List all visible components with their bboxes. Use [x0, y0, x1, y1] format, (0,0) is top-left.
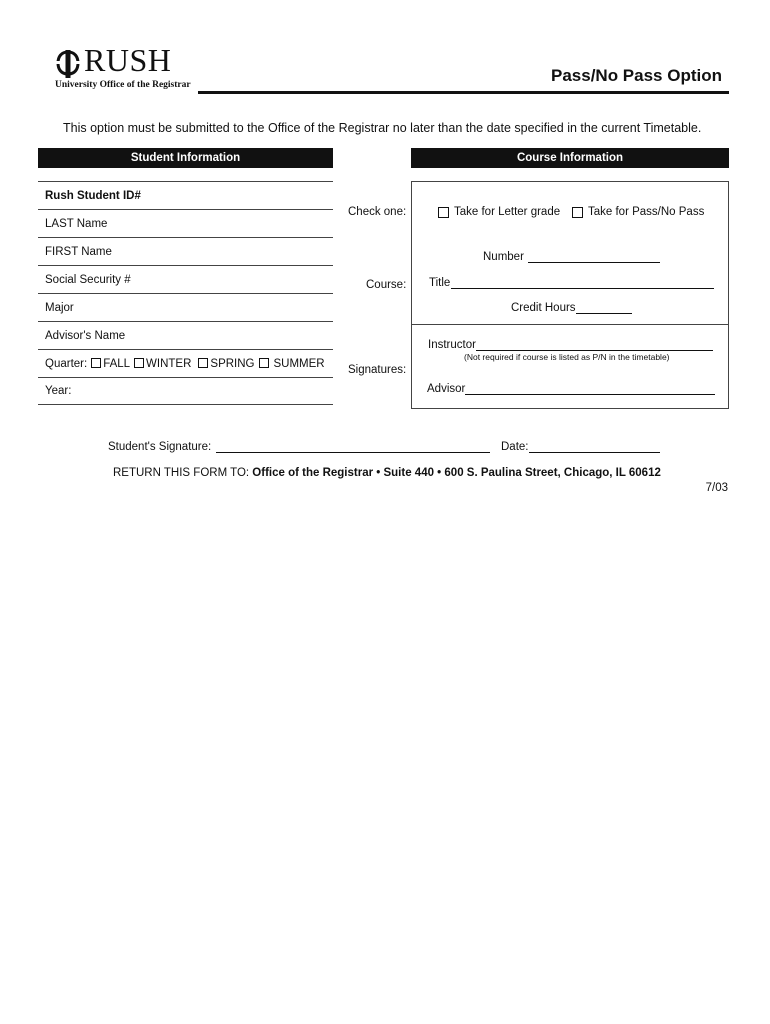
- pass-no-pass-checkbox[interactable]: [572, 207, 583, 218]
- student-info-header: Student Information: [38, 148, 333, 168]
- letter-grade-checkbox[interactable]: [438, 207, 449, 218]
- fall-label: FALL: [103, 357, 131, 370]
- date-field[interactable]: [501, 440, 660, 453]
- instructor-field[interactable]: [428, 338, 713, 351]
- quarter-label: Quarter:: [45, 357, 88, 370]
- logo-subtitle: University Office of the Registrar: [55, 80, 191, 90]
- year-field[interactable]: [38, 377, 333, 405]
- pass-no-pass-label: Take for Pass/No Pass: [588, 206, 705, 218]
- student-signature-line: [216, 440, 490, 453]
- last-name-label: LAST Name: [45, 217, 108, 230]
- course-title-field[interactable]: [429, 276, 714, 289]
- major-field[interactable]: [38, 293, 333, 321]
- course-info-section: [411, 181, 729, 409]
- return-instructions: [113, 467, 661, 479]
- ssn-label: Social Security #: [45, 273, 131, 286]
- return-prefix: RETURN THIS FORM TO:: [113, 467, 250, 479]
- title-rule: [198, 91, 729, 94]
- credit-hours-line: [576, 301, 632, 314]
- advisor-signature-line: [465, 382, 715, 395]
- instructor-note: (Not required if course is listed as P/N in the timetable): [464, 352, 670, 362]
- intro-text: This option must be submitted to the Office of the Registrar no later than the date specified in the current Timetable.: [63, 121, 702, 135]
- first-name-label: FIRST Name: [45, 245, 112, 258]
- letter-grade-option[interactable]: [438, 206, 560, 218]
- quarter-option-winter[interactable]: [134, 358, 191, 370]
- course-label: Course:: [366, 279, 407, 291]
- year-label: Year:: [45, 385, 72, 397]
- rush-logo-icon: [56, 50, 80, 78]
- signatures-label: Signatures:: [348, 364, 407, 376]
- credit-hours-label: Credit Hours: [511, 302, 576, 314]
- advisor-name-field[interactable]: [38, 321, 333, 349]
- instructor-label: Instructor: [428, 339, 476, 351]
- course-info-header: Course Information: [411, 148, 729, 168]
- quarter-option-summer[interactable]: [259, 358, 325, 370]
- form-title: Pass/No Pass Option: [551, 66, 722, 85]
- quarter-option-fall[interactable]: [91, 358, 130, 370]
- spring-label: SPRING: [210, 357, 255, 370]
- last-name-field[interactable]: [38, 209, 333, 237]
- student-info-section: [38, 181, 333, 405]
- credit-hours-field[interactable]: [511, 301, 632, 314]
- summer-checkbox[interactable]: [259, 358, 269, 368]
- check-one-label: Check one:: [348, 206, 407, 218]
- spring-checkbox[interactable]: [198, 358, 208, 368]
- quarter-row: [38, 349, 333, 377]
- course-number-label: Number: [483, 251, 524, 263]
- logo-wordmark: RUSH: [84, 42, 172, 78]
- course-number-line: [528, 250, 660, 263]
- major-label: Major: [45, 301, 74, 314]
- winter-label: WINTER: [146, 357, 192, 370]
- course-title-line: [451, 276, 714, 289]
- revision-date: 7/03: [705, 482, 728, 494]
- winter-checkbox[interactable]: [134, 358, 144, 368]
- student-id-label: Rush Student ID#: [45, 189, 141, 202]
- quarter-option-spring[interactable]: [198, 358, 254, 370]
- course-number-field[interactable]: [483, 250, 660, 263]
- advisor-name-label: Advisor's Name: [45, 329, 126, 342]
- student-signature-label: Student's Signature:: [108, 441, 212, 453]
- fall-checkbox[interactable]: [91, 358, 101, 368]
- course-divider: [412, 324, 728, 325]
- letter-grade-label: Take for Letter grade: [454, 206, 561, 218]
- advisor-signature-field[interactable]: [427, 382, 715, 395]
- first-name-field[interactable]: [38, 237, 333, 265]
- instructor-line: [476, 338, 713, 351]
- date-line: [529, 440, 660, 453]
- student-signature-field[interactable]: [108, 440, 490, 453]
- ssn-field[interactable]: [38, 265, 333, 293]
- pass-no-pass-option[interactable]: [572, 206, 704, 218]
- course-title-label: Title: [429, 277, 451, 289]
- summer-label: SUMMER: [273, 357, 325, 370]
- advisor-signature-label: Advisor: [427, 383, 466, 395]
- date-label: Date:: [501, 441, 529, 453]
- return-address: Office of the Registrar • Suite 440 • 600 S. Paulina Street, Chicago, IL 60612: [252, 467, 661, 479]
- student-id-field[interactable]: [38, 181, 333, 209]
